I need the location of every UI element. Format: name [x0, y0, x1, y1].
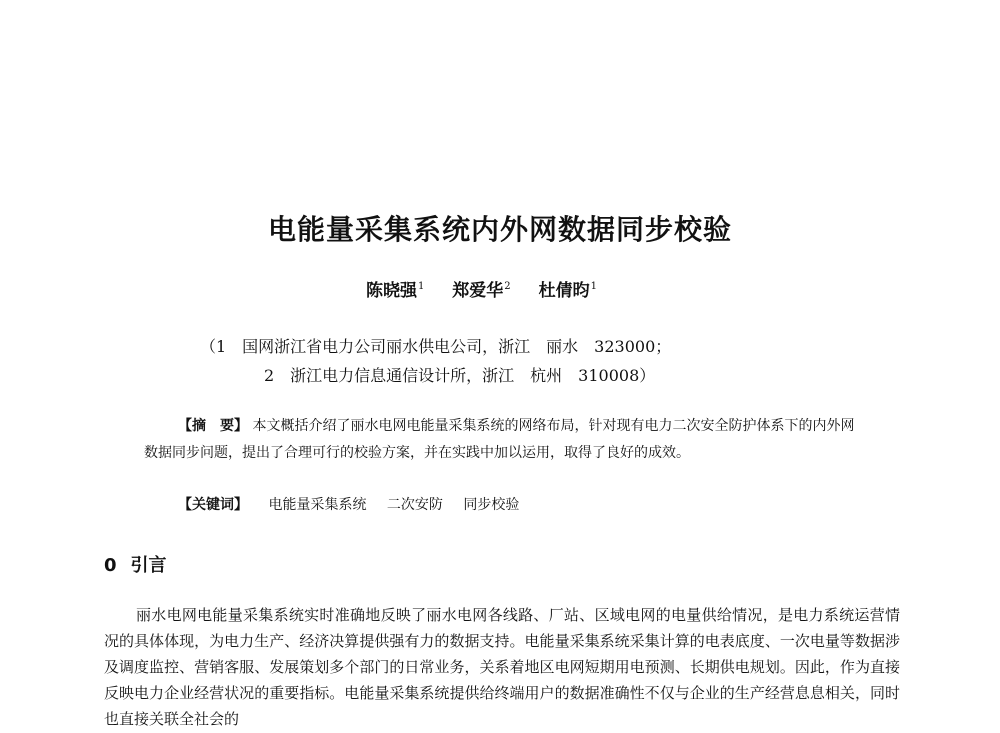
author-name: 郑爱华	[452, 281, 504, 301]
author-affil-mark: 1	[590, 281, 597, 293]
abstract	[144, 413, 860, 467]
author-3	[539, 276, 597, 301]
section-heading	[104, 551, 167, 577]
body-paragraph: 丽水电网电能量采集系统实时准确地反映了丽水电网各线路、厂站、区域电网的电量供给情况，是电力系统运营情况的具体体现，为电力生产、经济决算提供强有力的数据支持。电能量采集系统采集计算的电表底度、一次电量等数据涉及调度监控、营销客服、发展策划多个部门的日常业务，关系着地区电网短期用电预测、长期供电规划。因此，作为直接反映电力企业经营状况的重要指标。电能量采集系统提供给终端用户的数据准确性不仅与企业的生产经营息息相关，同时也直接关联全社会的	[104, 606, 900, 728]
affiliation-2: 2 浙江电力信息通信设计所，浙江 杭州 310008）	[264, 366, 656, 385]
author-affil-mark: 2	[504, 281, 511, 293]
keyword: 同步校验	[463, 497, 520, 513]
section-number: 0	[104, 555, 117, 576]
author-affil-mark: 1	[418, 281, 425, 293]
affiliation-1: （1 国网浙江省电力公司丽水供电公司，浙江 丽水 323000；	[200, 337, 672, 356]
keyword: 电能量采集系统	[268, 497, 367, 513]
abstract-label: 【摘 要】	[178, 418, 248, 434]
author-list	[366, 276, 619, 301]
keywords	[178, 494, 535, 514]
author-1	[366, 276, 424, 301]
section-title: 引言	[130, 555, 167, 576]
author-name: 杜倩昀	[538, 281, 590, 301]
keywords-label: 【关键词】	[178, 497, 248, 513]
paper-title: 电能量采集系统内外网数据同步校验	[267, 213, 732, 246]
keyword: 二次安防	[386, 497, 443, 513]
author-name: 陈晓强	[366, 281, 417, 301]
author-2	[452, 276, 510, 301]
abstract-text: 本文概括介绍了丽水电网电能量采集系统的网络布局，针对现有电力二次安全防护体系下的内外网数据同步问题，提出了合理可行的校验方案，并在实践中加以运用，取得了良好的成效。	[144, 418, 855, 461]
